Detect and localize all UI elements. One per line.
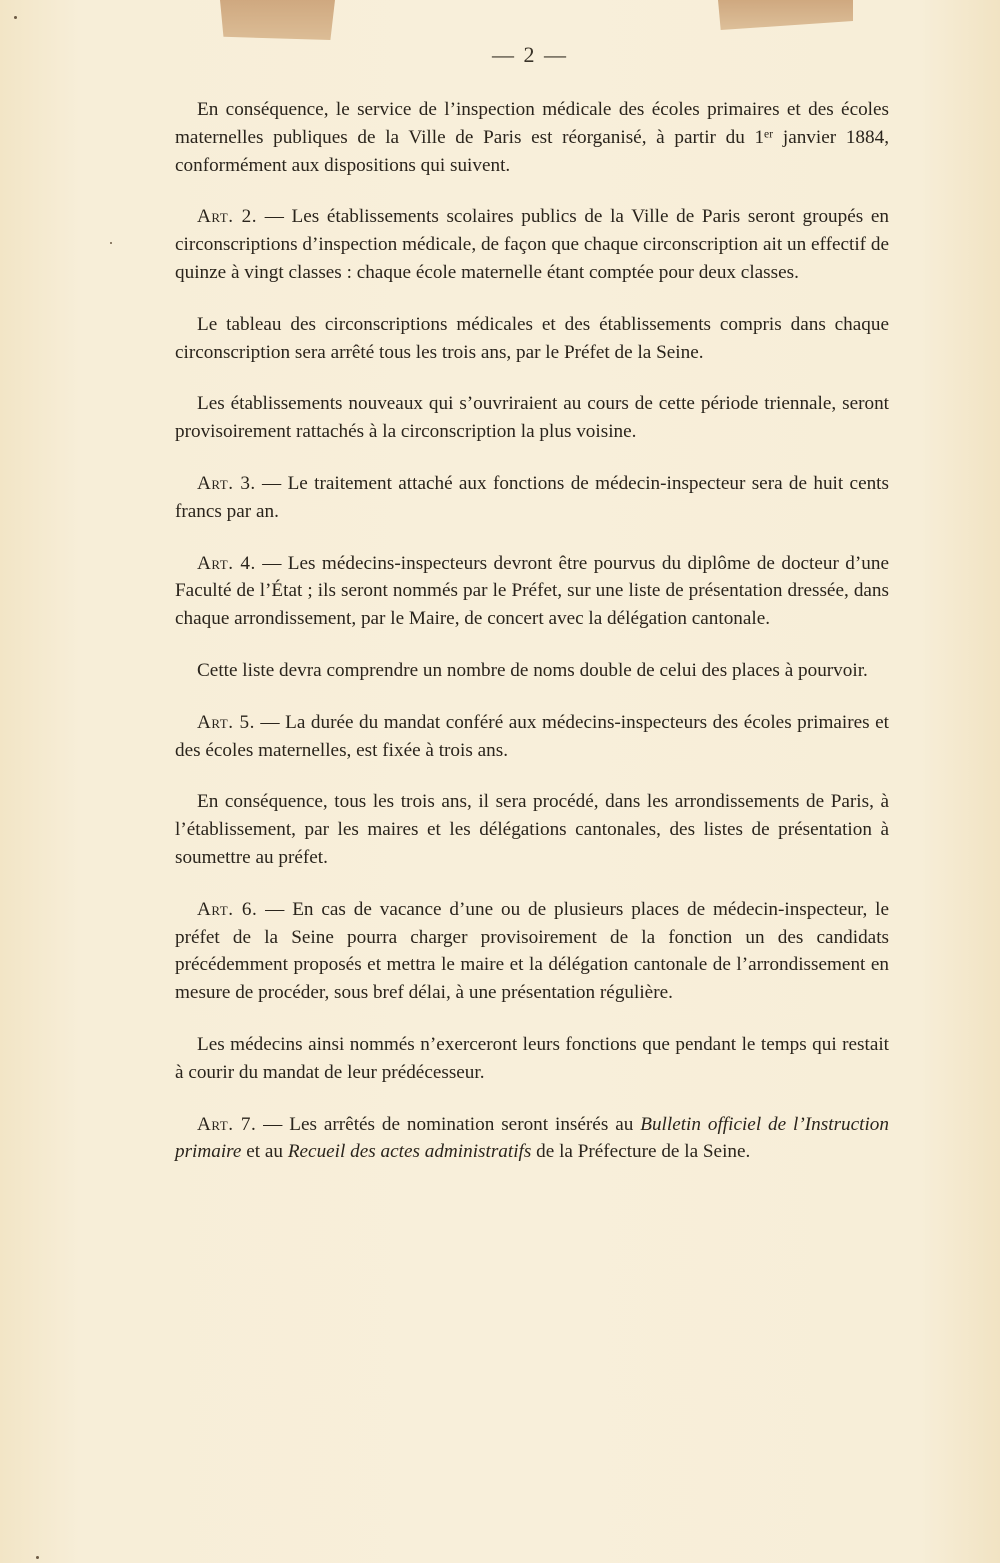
paragraph-liste <box>175 657 889 685</box>
article-label: Art. 6. <box>197 898 258 920</box>
paragraph-text: — Le traitement attaché aux fonctions de médecin-inspecteur sera de huit cents francs par an. <box>175 472 889 522</box>
paragraph-text: Les médecins ainsi nommés n’exerceront leurs fonctions que pendant le temps qui restait à courir du mandat de leur prédécesseur. <box>175 1033 889 1083</box>
article-label: Art. 5. <box>197 711 255 733</box>
article-label: Art. 3. <box>197 472 256 494</box>
adhesive-tape-right <box>718 0 853 30</box>
paragraph-text: En conséquence, le service de l’inspection médicale des écoles primaires et des écoles maternelles publiques de la Ville de Paris est réorganisé, à partir du 1ᵉʳ janvier 1884, conformément aux dispositions qui suivent. <box>175 99 889 176</box>
paragraph-intro <box>175 96 889 179</box>
article-label: Art. 4. <box>197 552 256 574</box>
paragraph-article-2 <box>175 203 889 286</box>
paper-speck <box>14 16 17 19</box>
document-body <box>175 96 889 1190</box>
paragraph-text: — En cas de vacance d’une ou de plusieurs places de médecin-inspecteur, le préfet de la Seine pourra charger provisoirement de la fonction un des candidats précédemment proposés et mettra le maire et la délégation cantonale de l’arrondissement en mesure de procéder, sous bref délai, à une présentation régulière. <box>175 898 889 1004</box>
paragraph-consequence <box>175 788 889 871</box>
paragraph-text: de la Préfecture de la Seine. <box>531 1141 751 1163</box>
paper-speck <box>110 242 112 244</box>
paragraph-text: — Les établissements scolaires publics de la Ville de Paris seront groupés en circonscriptions d’inspection médicale, de façon que chaque circonscription ait un effectif de quinze à vingt classes : chaque école maternelle étant comptée pour deux classes. <box>175 206 889 283</box>
paragraph-article-4 <box>175 550 889 633</box>
paragraph-nouveaux <box>175 390 889 446</box>
paragraph-article-7 <box>175 1111 889 1167</box>
page-number: — 2 — <box>492 42 568 67</box>
paragraph-text: — Les médecins-inspecteurs devront être pourvus du diplôme de docteur d’une Faculté de l’État ; ils seront nommés par le Préfet, sur une liste de présentation dressée, dans chaque arrondissement, par le Maire, de concert avec la délégation cantonale. <box>175 552 889 630</box>
paragraph-text: Les établissements nouveaux qui s’ouvriraient au cours de cette période triennale, seront provisoirement rattachés à la circonscription la plus voisine. <box>175 393 889 443</box>
paragraph-article-5 <box>175 709 889 765</box>
paragraph-text: — Les arrêtés de nomination seront insérés au <box>256 1113 641 1135</box>
paragraph-article-3 <box>175 470 889 526</box>
paragraph-text: En conséquence, tous les trois ans, il sera procédé, dans les arrondissements de Paris, à l’établissement, par les maires et les délégations cantonales, des listes de présentation à soumettre au préfet. <box>175 791 889 868</box>
paragraph-text: Le tableau des circonscriptions médicales et des établissements compris dans chaque circonscription sera arrêté tous les trois ans, par le Préfet de la Seine. <box>175 313 889 363</box>
article-label: Art. 7. <box>197 1113 257 1135</box>
adhesive-tape-left <box>220 0 335 40</box>
paragraph-text: Cette liste devra comprendre un nombre de noms double de celui des places à pourvoir. <box>197 659 868 681</box>
article-label: Art. 2. <box>197 206 258 228</box>
paragraph-article-6 <box>175 896 889 1007</box>
paragraph-text: et au <box>241 1141 288 1163</box>
publication-title-bulletin: Bulletin officiel de l’Instruction primaire <box>175 1113 889 1163</box>
paragraph-nommes <box>175 1031 889 1087</box>
paragraph-tableau <box>175 311 889 367</box>
publication-title-recueil: Recueil des actes administratifs <box>287 1141 532 1163</box>
paragraph-text: — La durée du mandat conféré aux médecins-inspecteurs des écoles primaires et des écoles maternelles, est fixée à trois ans. <box>175 711 889 761</box>
paper-speck <box>36 1556 39 1559</box>
